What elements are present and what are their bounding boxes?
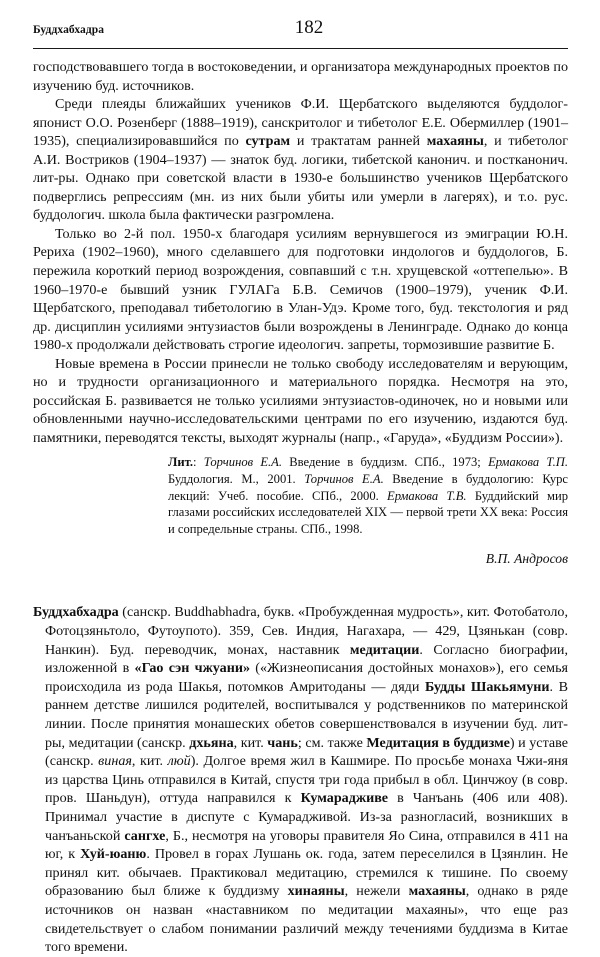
article-separator [33, 568, 568, 603]
header-rule [33, 48, 568, 49]
bold-run: махаяны [408, 883, 466, 900]
running-head [33, 17, 568, 46]
bibliography-citation: Введение в буддологию: Курс лекций: Учеб. пособие. СПб., 2000. [168, 472, 568, 503]
bibliography-author: Торчинов Е.А. [304, 472, 384, 487]
paragraph: Новые времена в России принесли не только свободу исследователям и верующим, но и трудности организационного и материального порядка. Несмотря на это, российская Б. развивается не только усилиями энтузиастов-одиночек, но и новыми или обновленными научно-исследовательскими центрами по его изучению, издаются буд. памятники, переводятся тексты, выходят журналы (напр., «Гаруда», «Буддизм России»). [33, 355, 568, 446]
page-number: 182 [294, 17, 324, 38]
paragraph-continuation: господствовавшего тогда в востоковедении, и организатора международных проектов по изучению буд. источников. [33, 59, 568, 94]
text-run: , нежели [344, 883, 409, 900]
text-run: , кит. [233, 734, 268, 751]
text-run: . Провел в горах Лушань ок. года, затем переселился в Цзянлин. Не принял кит. обычаев. Практиковал медитацию, стремился к тишине. По своему образованию был ближе к буддизму [45, 846, 568, 900]
italic-run: виная [98, 753, 132, 770]
bibliography-block [168, 454, 568, 537]
text-run: ). Долгое время жил в Кашмире. По просьбе монаха Чжи-яня из царства Цинь отправился в Китай, спустя три года прибыл в обл. Цинчжоу (в совр. пров. Шаньдун), оттуда направился к [45, 753, 568, 807]
bibliography-label: Лит. [168, 455, 194, 470]
bold-run: медитации [349, 641, 420, 658]
author-signature: В.П. Андросов [485, 551, 568, 567]
bibliography-separator: : [193, 455, 204, 470]
text-run: , и тибетолог А.И. Востриков (1904–1937) — знаток буд. логики, тибетской канонич. и постканонич. лит-ры. Однако при советской власти в 1930-е большинство учеников Щербатского подверглись репрессиям (мн. из них были убиты или умерли в лагерях), и т.о. рус. буддологич. школа была фактически разгромлена. [33, 133, 569, 224]
paragraph: Только во 2-й пол. 1950-х благодаря усилиям вернувшегося из эмиграции Ю.Н. Рериха (1902–1960), много сделавшего для подготовки индологов и буддологов, Б. пережила короткий период возрождения, совпавший с т.н. хрущевской «оттепелью». В 1960–1970-е бывший узник ГУЛАГа Б.В. Семичов (1900–1979), ученик Ф.И. Щербатского, преподавал тибетологию в Улан-Удэ. Кроме того, буд. текстология и ряд др. дисциплин усилиями энтузиастов были возрождены в Ленинграде. Однако до конца 1980-х продолжали действовать строгие идеологич. запреты, тормозившие развитие Б. [33, 225, 568, 354]
bold-run: сангхе [124, 827, 166, 844]
text-run: (санскр. [118, 604, 175, 621]
bold-run: Будды Шакьямуни [424, 678, 550, 695]
text-run: , Б., несмотря на уговоры правителя Яо Сина, отправился в 411 на юг, к [45, 827, 568, 863]
text-run: . Согласно биографии, изложенной в [45, 641, 568, 677]
paragraph [33, 95, 568, 225]
italic-run: люй [167, 753, 191, 770]
text-run: , однако в ряде источников он назван «наставником по медитации махаяны», что еще раз свидетельствует о слабом понимании различий между течениями буддизма в Китае того времени. [45, 883, 568, 956]
text-run: , кит. [131, 753, 168, 770]
running-head-title: Буддхабхадра [33, 24, 105, 36]
term-махаяны: махаяны [426, 133, 484, 150]
bold-run: хинаяны [287, 883, 345, 900]
bibliography-citation: Буддийский мир глазами российских исследователей XIX — первой трети XX века: Россия и сопредельные страны. СПб., 1998. [168, 488, 568, 536]
bibliography-citation: Введение в буддизм. СПб., 1973; [282, 455, 489, 470]
text-run: ) и уставе (санскр. [45, 734, 568, 770]
text-run: Среди плеяды ближайших учеников Ф.И. Щербатского выделяются буддолог-японист О.О. Розенберг (1888–1919), санскритолог и тибетолог Е.Е. Обермиллер (1901–1935), специализировавшийся по [33, 96, 568, 150]
text-run: ; см. также [297, 734, 367, 751]
bold-run: Медитация в буддизме [366, 734, 510, 751]
bold-run: Хуй-юаню [80, 846, 147, 863]
entry-headword: Буддхабхадра [33, 604, 119, 621]
bibliography-author: Ермакова Т.В. [387, 488, 467, 503]
text-run: («Жизнеописания достойных монахов»), его семья происходила из рода Шакья, потомков Амритоданы — дяди [45, 660, 569, 695]
text-run: Buddhabhadra [174, 604, 257, 621]
bibliography-citation: Буддология. М., 2001. [168, 472, 305, 487]
bold-run: дхьяна [189, 734, 234, 751]
bold-run: чань [267, 734, 298, 751]
bold-run: «Гао сэн чжуани» [134, 660, 250, 677]
dictionary-entry [33, 603, 568, 956]
bibliography-author: Торчинов Е.А. [203, 455, 283, 470]
text-run: в Чанъань (406 или 408). Принимал участие в диспуте с Кумарадживой. Из-за разногласий, возникших в чанъаньской [45, 790, 568, 844]
term-сутрам: сутрам [245, 133, 291, 150]
text-run: , букв. «Пробужденная мудрость», кит. Фотобатоло, Фотоцзяньтоло, Футоупото). 359, Сев. Индия, Нагахара, — 429, Цзянькан (совр. Нанкин). Буд. переводчик, монах, наставник [45, 604, 569, 658]
bold-run: Кумарадживе [300, 790, 389, 807]
bibliography-author: Ермакова Т.П. [488, 455, 569, 470]
body-column [33, 58, 568, 957]
text-run: и трактатам ранней [290, 133, 427, 150]
text-run: . В раннем детстве лишился родителей, воспитывался у родственников по материнской линии. После принятия монашеских обетов совершенствовался в изучении буд. лит-ры, медитации (санскр. [45, 678, 568, 751]
